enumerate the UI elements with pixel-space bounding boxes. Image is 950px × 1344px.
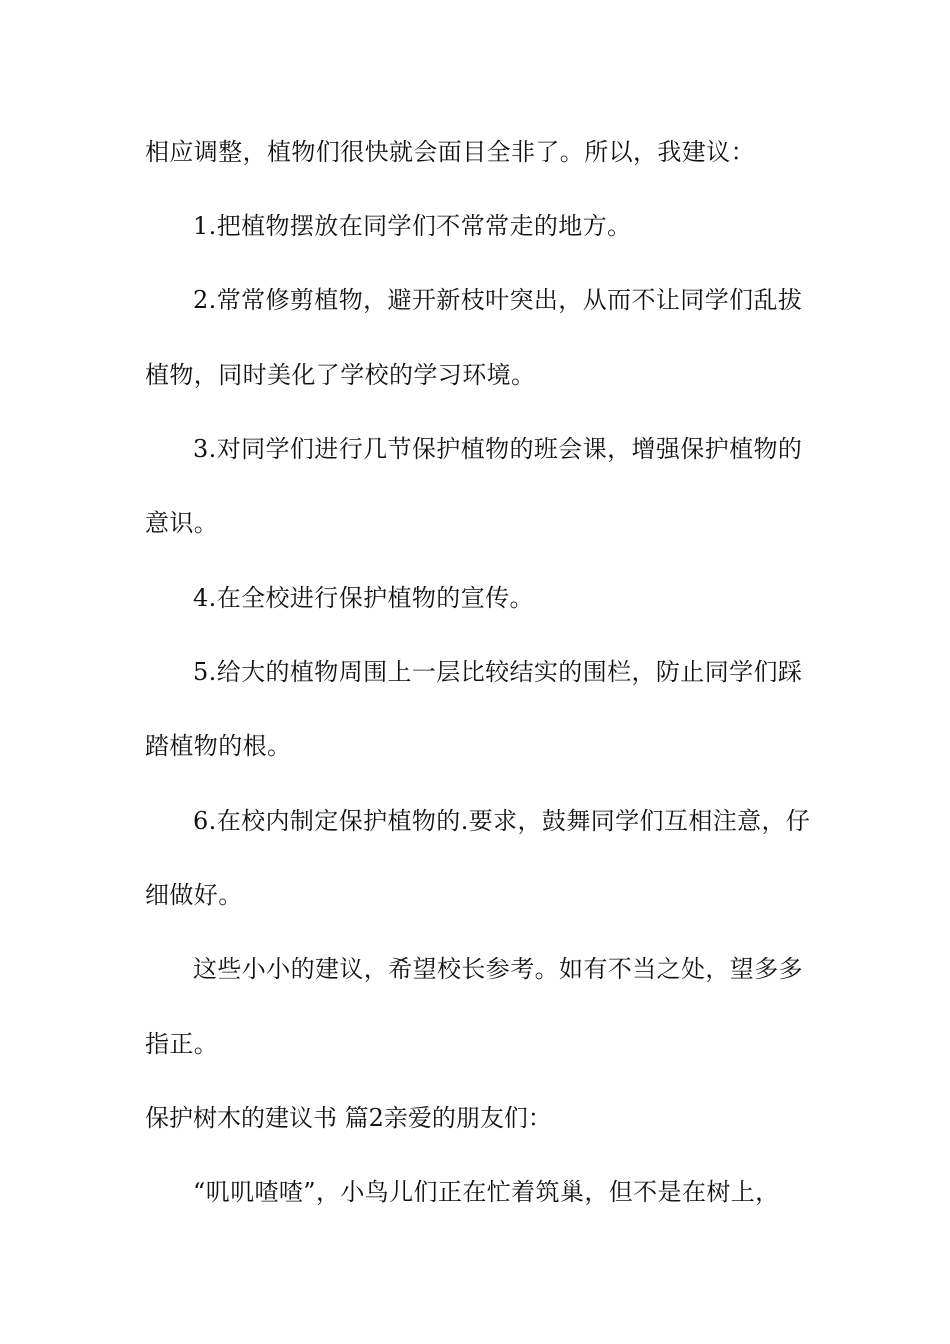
suggestion-5-continued: 踏植物的根。 [145,732,292,760]
suggestion-3: 3.对同学们进行几节保护植物的班会课，增强保护植物的 [193,435,803,463]
suggestion-3-continued: 意识。 [145,509,219,537]
paragraph-line: 相应调整，植物们很快就会面目全非了。所以，我建议： [145,138,755,166]
suggestion-2-continued: 植物，同时美化了学校的学习环境。 [145,361,536,389]
suggestion-6-continued: 细做好。 [145,881,243,909]
section-heading: 保护树木的建议书 篇2亲爱的朋友们： [145,1104,552,1132]
closing-paragraph-continued: 指正。 [145,1030,219,1058]
suggestion-1: 1.把植物摆放在同学们不常常走的地方。 [193,212,632,240]
body-paragraph: “叽叽喳喳”，小鸟儿们正在忙着筑巢，但不是在树上， [193,1178,780,1206]
suggestion-2: 2.常常修剪植物，避开新枝叶突出，从而不让同学们乱拔 [193,286,803,314]
closing-paragraph: 这些小小的建议，希望校长参考。如有不当之处，望多多 [193,955,803,983]
suggestion-4: 4.在全校进行保护植物的宣传。 [193,584,534,612]
suggestion-5: 5.给大的植物周围上一层比较结实的围栏，防止同学们踩 [193,658,803,686]
suggestion-6: 6.在校内制定保护植物的.要求，鼓舞同学们互相注意，仔 [193,807,811,835]
